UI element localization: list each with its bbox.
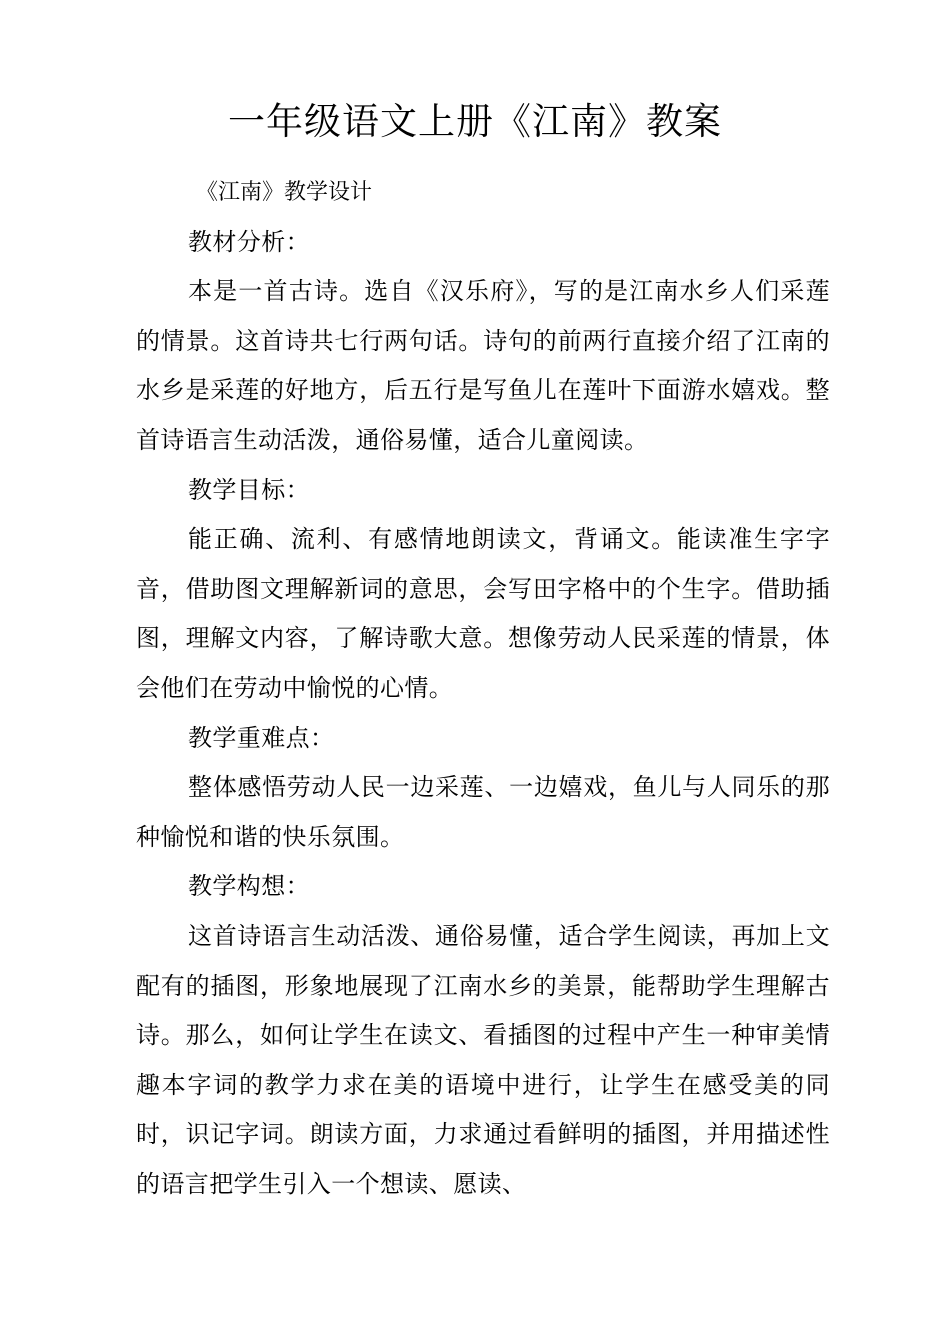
- paragraph-key-difficulties: 整体感悟劳动人民一边采莲、一边嬉戏，鱼儿与人同乐的那种愉悦和谐的快乐氛围。: [136, 773, 830, 851]
- document-body: [136, 168, 830, 1209]
- heading-material-analysis: 教材分析：: [188, 227, 310, 256]
- document-title: 一年级语文上册《江南》教案: [228, 100, 722, 143]
- heading-key-difficulties: 教学重难点：: [188, 723, 335, 752]
- paragraph-teaching-concept: 这首诗语言生动活泼、通俗易懂，适合学生阅读，再加上文配有的插图，形象地展现了江南水乡的美景，能帮助学生理解古诗。那么，如何让学生在读文、看插图的过程中产生一种审美情趣本字词的教学力求在美的语境中进行，让学生在感受美的同时，识记字词。朗读方面，力求通过看鲜明的插图，并用描述性的语言把学生引入一个想读、愿读、: [136, 921, 830, 1198]
- paragraph-material-analysis: 本是一首古诗。选自《汉乐府》，写的是江南水乡人们采莲的情景。这首诗共七行两句话。诗句的前两行直接介绍了江南的水乡是采莲的好地方，后五行是写鱼儿在莲叶下面游水嬉戏。整首诗语言生动活泼，通俗易懂，适合儿童阅读。: [136, 277, 830, 454]
- section-subtitle: 《江南》教学设计: [196, 180, 373, 205]
- paragraph-teaching-goals: 能正确、流利、有感情地朗读文，背诵文。能读准生字字音，借助图文理解新词的意思，会写田字格中的个生字。借助插图，理解文内容，了解诗歌大意。想像劳动人民采莲的情景，体会他们在劳动中愉悦的心情。: [136, 525, 830, 702]
- heading-teaching-goals: 教学目标：: [188, 475, 310, 504]
- heading-teaching-concept: 教学构想：: [188, 872, 310, 901]
